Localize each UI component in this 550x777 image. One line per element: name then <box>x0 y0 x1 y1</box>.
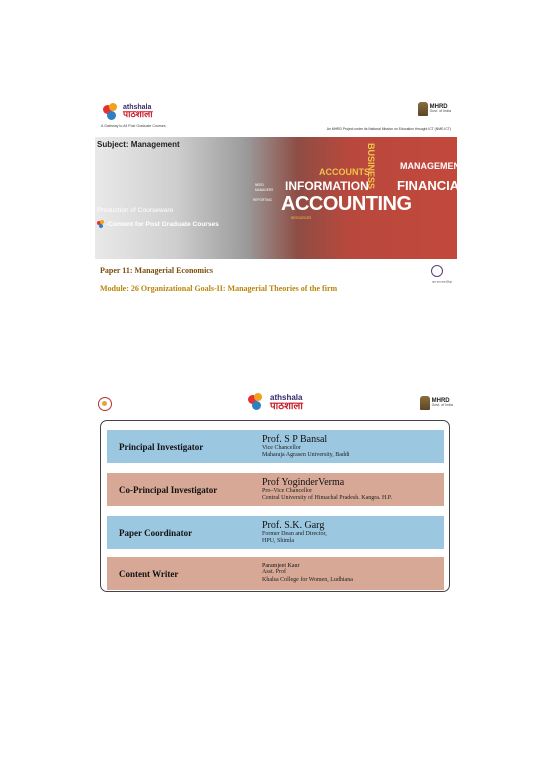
credit-role: Co-Principal Investigator <box>119 484 218 495</box>
credit-detail: HPU, Shimla <box>262 538 295 544</box>
project-note: An MHRD Project under its National Mission on Education throught ICT (NME-ICT) <box>326 127 451 131</box>
credit-name: Paramjeet Kaur <box>262 562 300 569</box>
credits-slide <box>95 385 457 597</box>
credit-detail: Khalsa College for Women, Ludhiana <box>262 576 353 583</box>
university-seal-icon <box>98 397 112 411</box>
mhrd-logo <box>418 102 451 116</box>
credit-role: Content Writer <box>119 568 179 579</box>
national-emblem-icon <box>420 396 430 410</box>
word-need: NEED <box>255 183 264 187</box>
credit-name: Prof. S P Bansal <box>262 433 328 445</box>
module-title: Module: 26 Organizational Goals-II: Managerial Theories of the firm <box>100 284 338 293</box>
econtent-line <box>97 220 219 228</box>
credit-row-principal-investigator <box>107 430 444 463</box>
subject-title: Subject: Management <box>97 140 180 149</box>
slide-footer <box>95 259 457 301</box>
seal-caption: जन जन तक शिक्षा <box>431 280 452 284</box>
epathshala-logo <box>248 393 303 413</box>
paper-title: Paper 11: Managerial Economics <box>100 266 213 275</box>
credit-role: Paper Coordinator <box>119 527 193 538</box>
production-text: Production of Courseware <box>97 207 174 214</box>
credit-detail: Pro–Vice Chancellor <box>262 487 313 494</box>
mhrd-title: MHRD <box>429 103 448 110</box>
econtent-text: -Content for Post Graduate Courses <box>106 220 219 228</box>
word-management: MANAGEMENT <box>400 161 466 171</box>
credit-row-content-writer <box>107 557 444 590</box>
mhrd-subtitle: Govt. of India <box>429 109 451 114</box>
tagline: A Gateway to All Post Graduate Courses <box>101 124 166 128</box>
credit-name: Prof. S.K. Garg <box>262 519 325 531</box>
word-business: BUSINESS <box>366 143 376 190</box>
epathshala-logo-icon <box>103 103 121 121</box>
logo-hindi-text: पाठशाला <box>270 401 303 412</box>
word-accounting: ACCOUNTING <box>281 193 412 215</box>
logo-hindi-text: पाठशाला <box>123 110 153 120</box>
mhrd-logo <box>420 396 453 410</box>
credit-detail: Vice Chancellor <box>262 444 301 451</box>
credit-detail: Maharaja Agrasen University, Baddi <box>262 452 350 458</box>
national-emblem-icon <box>418 102 428 116</box>
word-reporting: REPORTING <box>253 198 272 202</box>
econtent-logo-icon <box>97 220 105 228</box>
word-accounts: ACCOUNTS <box>319 167 370 177</box>
epathshala-logo-icon <box>248 393 268 413</box>
logo-english-text: athshala <box>123 104 152 111</box>
banner <box>95 137 468 259</box>
credit-role: Principal Investigator <box>119 441 204 452</box>
slide-header <box>95 95 457 137</box>
university-seal-icon <box>431 265 443 277</box>
word-financial: FINANCIAL <box>397 178 468 193</box>
word-information: INFORMATION <box>285 179 369 193</box>
logo-english-text: athshala <box>270 393 303 402</box>
credit-detail: Former Dean and Director, <box>262 530 327 537</box>
credit-row-paper-coordinator <box>107 516 444 549</box>
credit-detail: Asst. Prof <box>262 569 287 576</box>
title-slide <box>95 95 468 301</box>
credit-name: Prof YoginderVerma <box>262 476 345 488</box>
credit-row-co-principal-investigator <box>107 473 444 506</box>
credits-card <box>100 420 450 592</box>
credit-detail: Central University of Himachal Pradesh. Kangra. H.P. <box>262 495 392 501</box>
epathshala-logo <box>103 103 153 121</box>
mhrd-subtitle: Govt. of India <box>431 403 453 408</box>
mhrd-title: MHRD <box>431 397 450 404</box>
word-resources: RESOURCES <box>291 216 312 220</box>
word-managers: MANAGERS <box>255 188 274 192</box>
